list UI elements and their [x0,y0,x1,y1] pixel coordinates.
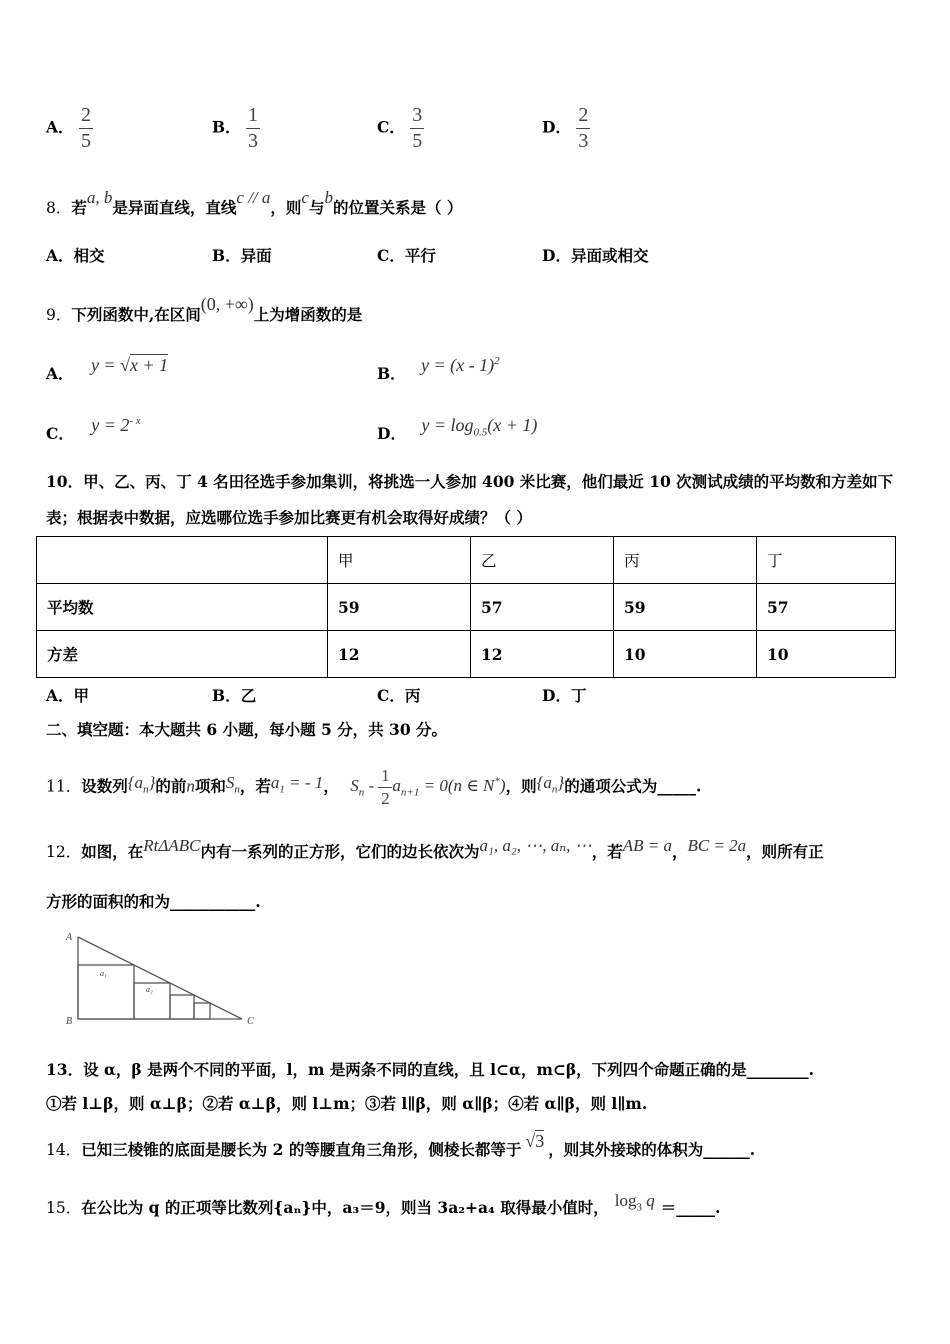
fraction-bar [79,128,93,129]
stem-text: 项和 [194,776,226,796]
option-label: C． [46,424,74,443]
stem-text: 的前 [155,776,187,796]
table-header-cell: 丙 [614,537,757,584]
question-number: 8． [46,199,72,217]
label-a2: a₂ [146,985,153,994]
option-label: C． [377,117,405,137]
q9-option-c[interactable] [46,415,141,444]
math-superscript: * [494,775,500,788]
q15-stem [46,1191,721,1220]
denominator: 5 [80,130,91,152]
radicand: 3 [535,1131,545,1151]
label-b: B [66,1016,73,1027]
q9-stem [46,294,363,325]
math-base: y = (x - 1) [421,355,495,375]
math-seq [536,773,565,796]
stem-text: 若 [71,198,87,217]
table-row [37,631,896,678]
math-expr [421,415,538,439]
fraction [410,104,424,153]
math-equation [350,766,506,808]
stem-text: ，则 [505,776,537,796]
math-subscript: n [234,783,240,796]
stem-text: ，若 [239,776,271,796]
math-exponent: - x [129,415,141,427]
math-log: y = log [421,415,474,435]
math-part: S [225,773,235,793]
question-number: 15． [46,1199,82,1217]
stem-text: ，若 [591,842,623,861]
q10-option-b[interactable]: B．乙 [212,686,257,705]
stem-text: ，则其外接球的体积为______. [548,1140,756,1159]
math-subscript: 3 [636,1201,642,1214]
sqrt-sign: √ [525,1131,536,1151]
option-label: A． [46,117,74,137]
q14-stem [46,1131,756,1160]
table-header-cell: 乙 [471,537,614,584]
table-cell: 平均数 [37,584,328,631]
label-a1: a₁ [100,969,107,978]
denominator: 5 [412,130,423,152]
math-interval: (0, +∞) [200,294,254,314]
q13-stem-line1: 13．设 α，β 是两个不同的平面，l，m 是两条不同的直线，且 l⊂α，m⊂β，下列四个命题正确的是________. [46,1060,815,1079]
math-part: - [364,776,379,796]
math-part: } [148,773,156,793]
math-log-arg: (x + 1) [487,415,538,435]
table-header-row [37,537,896,584]
q8-option-d[interactable]: D．异面或相交 [542,246,649,265]
table-cell: 12 [328,631,471,678]
table-cell: 方差 [37,631,328,678]
numerator: 1 [381,766,390,785]
q10-option-c[interactable]: C．丙 [377,686,421,705]
math-sqrt [91,355,168,375]
q9-option-a[interactable] [46,355,169,384]
table-header-cell: 甲 [328,537,471,584]
math-subscript: 1 [279,783,285,796]
q7-option-c[interactable] [377,104,424,153]
math-c: c [301,188,309,207]
q9-option-d[interactable] [377,415,538,447]
q7-option-b[interactable] [212,104,260,153]
table-row [37,584,896,631]
stem-text: ， [671,842,688,861]
fraction-bar [410,128,424,129]
square-3 [170,995,194,1019]
math-expr [91,415,140,435]
option-label: D． [377,424,406,443]
math-exponent: 2 [494,355,500,367]
fraction-bar [576,128,590,129]
option-label: A． [46,364,74,383]
q12-stem [46,836,824,862]
math-part: ) [499,776,506,796]
math-n: n [186,776,195,796]
table-cell: 12 [471,631,614,678]
fraction [246,104,260,153]
q10-data-table [36,536,896,678]
math-lhs: y = [90,355,121,375]
q10-stem-line1: 10．甲、乙、丙、丁 4 名田径选手参加集训，将挑选一人参加 400 米比赛，他们最近 10 次测试成绩的平均数和方差如下 [46,472,894,491]
stem-text: ， [323,776,339,796]
denominator: 3 [248,130,259,152]
math-sqrt3 [525,1131,544,1151]
fraction [79,104,93,153]
square-4 [194,1003,210,1019]
stem-text: 上为增函数的是 [253,305,363,324]
q7-option-d[interactable] [542,104,590,153]
table-header-cell [37,537,328,584]
section-heading: 二、填空题：本大题共 6 小题，每小题 5 分，共 30 分。 [46,720,448,739]
math-part: {a [536,773,552,793]
stem-text: 下列函数中,在区间 [71,305,201,324]
fraction [378,766,392,809]
numerator: 2 [578,104,589,126]
q7-option-a[interactable] [46,104,93,153]
math-a1 [270,773,324,796]
math-part: a [392,776,401,796]
table-cell: 57 [471,584,614,631]
numerator: 3 [412,104,423,126]
math-part: log [614,1191,637,1210]
math-part: a [270,773,280,793]
math-b: b [324,188,333,207]
math-subscript: n [143,783,149,796]
table-header-cell: 丁 [757,537,896,584]
question-number: 12． [46,843,82,861]
label-a: A [66,932,73,943]
stem-text: 已知三棱锥的底面是腰长为 2 的等腰直角三角形，侧棱长都等于 [81,1140,522,1159]
fraction [576,104,590,153]
math-part: = - 1 [284,773,324,793]
math-subscript: n [358,786,365,799]
q9-option-b[interactable] [377,355,500,384]
table-cell: 59 [328,584,471,631]
triangle-figure [62,925,268,1030]
q10-option-a[interactable]: A．甲 [46,686,90,705]
math-ab: a, b [86,188,113,207]
stem-text: 与 [308,198,325,217]
stem-text: 在公比为 q 的正项等比数列{aₙ}中，a₃＝9，则当 3a₂+a₄ 取得最小值时， [81,1198,609,1217]
stem-text: ，则所有正 [746,842,824,861]
stem-text: 是异面直线，直线 [112,198,237,217]
math-part: S [350,776,359,796]
question-number: 14． [46,1141,82,1159]
math-expr [421,355,500,375]
sqrt-sign: √ [120,355,130,375]
math-subscript: n+1 [400,786,420,799]
q8-option-b[interactable]: B．异面 [212,246,272,265]
math-part: q [641,1191,655,1210]
stem-text: ＝_____. [660,1198,721,1217]
math-sn [225,773,240,796]
question-number: 11． [46,777,82,796]
math-bc: BC = 2a [687,836,747,855]
fraction-bar [246,128,260,129]
question-number: 9． [46,306,72,324]
q8-option-a[interactable]: A．相交 [46,246,105,265]
option-label: D． [542,117,571,137]
stem-text: 的位置关系是（ ） [332,198,463,217]
table-cell: 59 [614,584,757,631]
q8-stem [46,188,463,218]
math-part: {a [127,773,144,793]
math-base: y = 2 [91,415,130,435]
math-c-parallel-a: c // a [236,188,271,207]
q13-stem-line2: ①若 l⊥β，则 α⊥β；②若 α⊥β，则 l⊥m；③若 l∥β，则 α∥β；④若 α∥β，则 l∥m. [46,1094,648,1113]
math-seq [127,773,156,796]
q10-stem-line2: 表；根据表中数据，应选哪位选手参加比赛更有机会取得好成绩？（ ） [46,508,532,527]
fraction-bar [378,787,392,788]
side-ac [78,937,242,1019]
radicand: x + 1 [129,355,169,375]
table-cell: 57 [757,584,896,631]
math-subscript: n [551,783,558,796]
stem-text: 如图，在 [81,842,144,861]
math-log-base: 0.5 [473,426,488,439]
math-sequence: a₁, a₂, ⋯, aₙ, ⋯ [479,836,592,855]
math-part: } [557,773,565,793]
stem-text: 设数列 [81,776,128,796]
q12-stem-line2: 方形的面积的和为___________. [46,892,261,911]
math-part: = 0(n ∈ N [419,776,495,796]
numerator: 2 [80,104,91,126]
denominator: 2 [381,789,390,808]
label-c: C [247,1016,254,1027]
table-cell: 10 [614,631,757,678]
stem-text: ，则 [270,198,302,217]
option-label: B． [377,364,406,383]
math-ab: AB = a [622,836,672,855]
math-triangle: RtΔABC [143,836,201,855]
option-label: B． [212,117,241,137]
numerator: 1 [248,104,259,126]
stem-text: 的通项公式为_____. [564,776,702,796]
q10-option-d[interactable]: D．丁 [542,686,587,705]
stem-text: 内有一系列的正方形，它们的边长依次为 [200,842,480,861]
q8-option-c[interactable]: C．平行 [377,246,436,265]
q11-stem [46,766,701,809]
math-log [614,1191,655,1214]
denominator: 3 [578,130,589,152]
table-cell: 10 [757,631,896,678]
